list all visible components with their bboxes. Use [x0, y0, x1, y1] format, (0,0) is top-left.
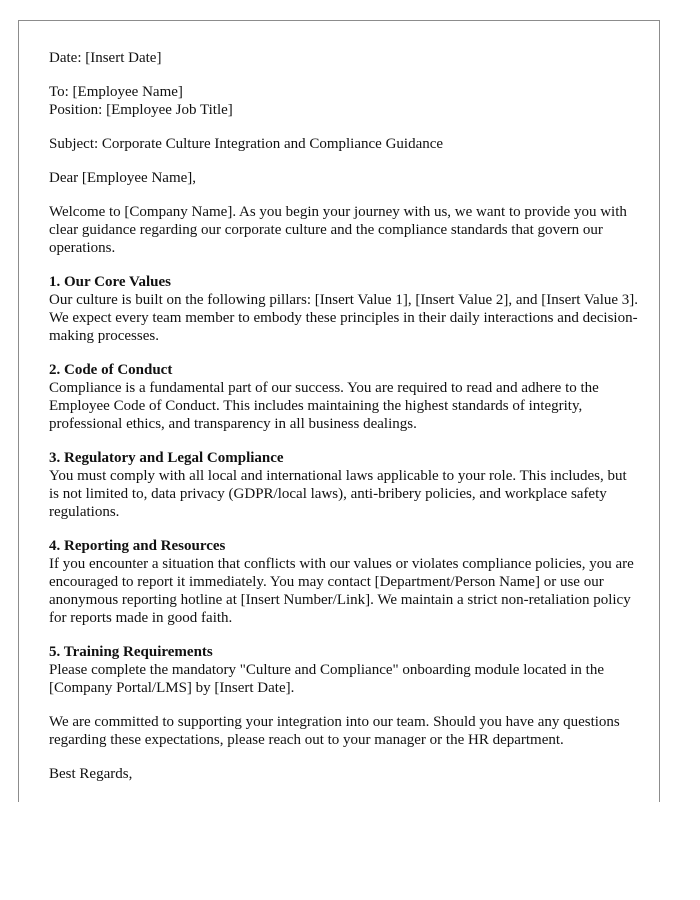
salutation-block: [49, 169, 639, 187]
section-reporting: [49, 537, 639, 627]
position-line: Position: [Employee Job Title]: [49, 102, 233, 118]
signoff: Best Regards,: [49, 766, 133, 782]
section-legal-compliance: [49, 449, 639, 521]
section-body: Compliance is a fundamental part of our success. You are required to read and adhere to the Employee Code of Conduct. This includes maintaining the highest standards of integrity, professional ethics, and transparency in all business dealings.: [49, 380, 599, 432]
letter-body: [49, 49, 639, 799]
to-line: To: [Employee Name]: [49, 84, 183, 100]
section-body: You must comply with all local and international laws applicable to your role. This includes, but is not limited to, data privacy (GDPR/local laws), anti-bribery policies, and workplace safety regulations.: [49, 468, 627, 520]
closing-text: We are committed to supporting your integration into our team. Should you have any questions regarding these expectations, please reach out to your manager or the HR department.: [49, 714, 620, 748]
salutation: Dear [Employee Name],: [49, 170, 197, 186]
section-core-values: [49, 273, 639, 345]
section-heading: 5. Training Requirements: [49, 644, 213, 660]
section-heading: 1. Our Core Values: [49, 274, 171, 290]
intro-text: Welcome to [Company Name]. As you begin your journey with us, we want to provide you with clear guidance regarding our corporate culture and the compliance standards that govern our operations.: [49, 204, 627, 256]
section-training: [49, 643, 639, 697]
section-body: If you encounter a situation that conflicts with our values or violates compliance policies, you are encouraged to report it immediately. You may contact [Department/Person Name] or use our anonymous reporting hotline at [Insert Number/Link]. We maintain a strict non-retaliation policy for reports made in good faith.: [49, 556, 634, 626]
subject-line: Subject: Corporate Culture Integration and Compliance Guidance: [49, 136, 444, 152]
date-block: [49, 49, 639, 67]
section-heading: 4. Reporting and Resources: [49, 538, 226, 554]
subject-block: [49, 135, 639, 153]
intro-paragraph: [49, 203, 639, 257]
section-code-of-conduct: [49, 361, 639, 433]
date-line: Date: [Insert Date]: [49, 50, 162, 66]
closing-paragraph: [49, 713, 639, 749]
letter-page: [18, 20, 660, 802]
section-body: Please complete the mandatory "Culture and Compliance" onboarding module located in the [Company Portal/LMS] by [Insert Date].: [49, 662, 605, 696]
section-heading: 3. Regulatory and Legal Compliance: [49, 450, 284, 466]
signoff-block: [49, 765, 639, 783]
section-heading: 2. Code of Conduct: [49, 362, 173, 378]
recipient-block: [49, 83, 639, 119]
section-body: Our culture is built on the following pillars: [Insert Value 1], [Insert Value 2], and [Insert Value 3]. We expect every team member to embody these principles in their daily interactions and decision-making processes.: [49, 292, 639, 344]
